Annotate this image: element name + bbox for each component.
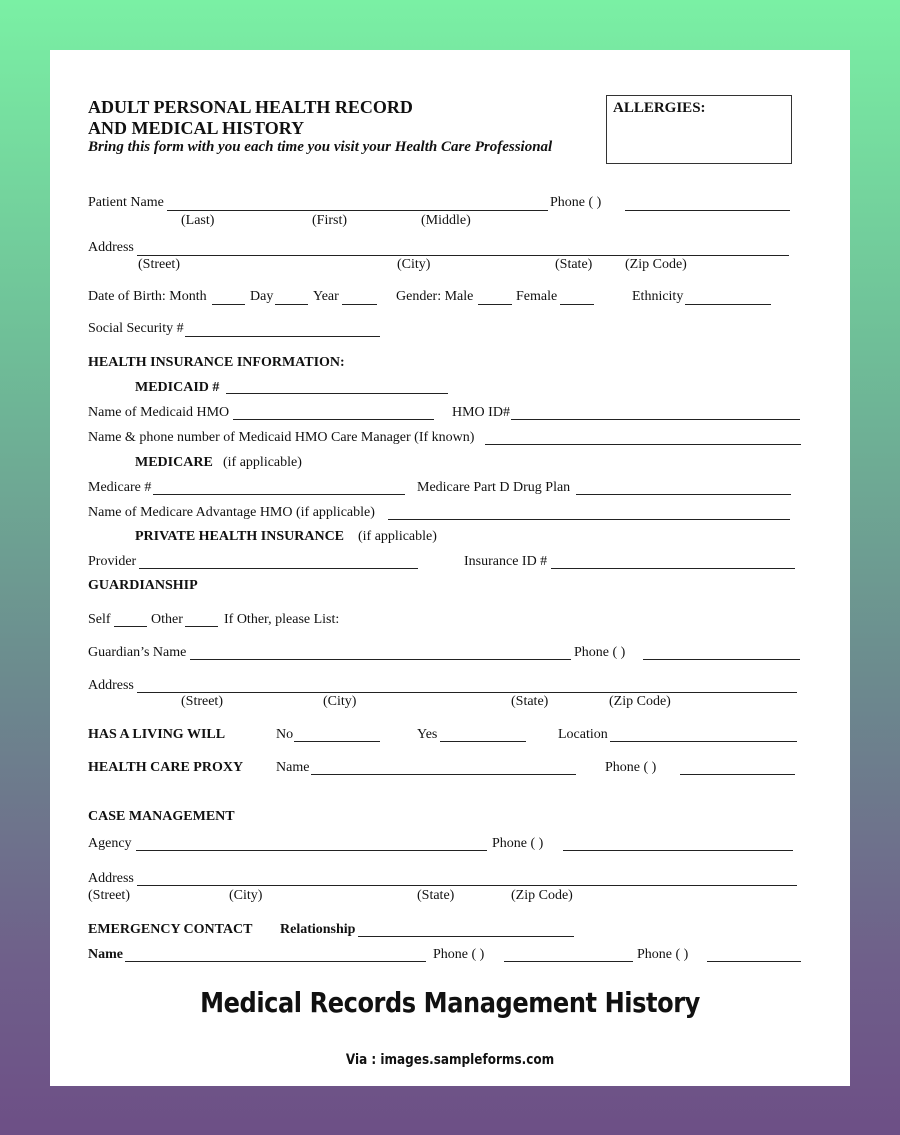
patient-address-field[interactable] — [137, 255, 789, 256]
proxy-name-label: Name — [276, 760, 310, 775]
emergency-name-field[interactable] — [125, 961, 426, 962]
guardian-state-caption: (State) — [511, 694, 549, 709]
city-caption: (City) — [397, 257, 431, 272]
agency-phone-label: Phone ( ) — [492, 836, 544, 851]
emergency-phone1-label: Phone ( ) — [433, 947, 485, 962]
medicaid-number-field[interactable] — [226, 393, 448, 394]
medicare-number-label: Medicare # — [88, 480, 152, 495]
case-address-field[interactable] — [137, 885, 797, 886]
relationship-field[interactable] — [358, 936, 574, 937]
if-other-label: If Other, please List: — [224, 612, 340, 627]
relationship-label: Relationship — [280, 922, 356, 937]
form-sheet — [50, 50, 850, 1086]
first-name-caption: (First) — [312, 213, 347, 228]
medicare-heading: MEDICARE — [135, 455, 213, 470]
living-will-no-field[interactable] — [294, 741, 380, 742]
last-name-caption: (Last) — [181, 213, 215, 228]
case-street-caption: (Street) — [88, 888, 130, 903]
case-address-label: Address — [88, 871, 134, 886]
health-record-form — [88, 50, 812, 980]
gender-male-field[interactable] — [478, 304, 512, 305]
middle-name-caption: (Middle) — [421, 213, 471, 228]
self-field[interactable] — [114, 626, 147, 627]
agency-phone-field[interactable] — [563, 850, 793, 851]
emergency-name-label: Name — [88, 947, 123, 962]
case-management-heading: CASE MANAGEMENT — [88, 809, 235, 824]
ethnicity-field[interactable] — [685, 304, 771, 305]
gender-female-field[interactable] — [560, 304, 594, 305]
guardian-name-field[interactable] — [190, 659, 571, 660]
case-city-caption: (City) — [229, 888, 263, 903]
agency-field[interactable] — [136, 850, 487, 851]
ethnicity-label: Ethnicity — [632, 289, 684, 304]
proxy-phone-field[interactable] — [680, 774, 795, 775]
proxy-phone-label: Phone ( ) — [605, 760, 657, 775]
private-insurance-heading: PRIVATE HEALTH INSURANCE — [135, 529, 345, 544]
part-d-label: Medicare Part D Drug Plan — [417, 480, 571, 495]
patient-phone-label: Phone ( ) — [550, 195, 602, 210]
medicaid-hmo-label: Name of Medicaid HMO — [88, 405, 230, 420]
agency-label: Agency — [88, 836, 132, 851]
state-caption: (State) — [555, 257, 593, 272]
guardian-phone-label: Phone ( ) — [574, 645, 626, 660]
care-manager-label: Name & phone number of Medicaid HMO Care Manager (If known) — [88, 430, 475, 445]
gender-male-label: Gender: Male — [396, 289, 474, 304]
guardianship-heading: GUARDIANSHIP — [88, 578, 198, 593]
guardian-phone-field[interactable] — [643, 659, 800, 660]
guardian-address-field[interactable] — [137, 692, 797, 693]
form-title-line2: AND MEDICAL HISTORY — [88, 118, 305, 138]
dob-day-label: Day — [250, 289, 274, 304]
patient-name-label: Patient Name — [88, 195, 164, 210]
medicare-number-field[interactable] — [153, 494, 405, 495]
advantage-hmo-field[interactable] — [388, 519, 790, 520]
emergency-phone1-field[interactable] — [504, 961, 633, 962]
allergies-label: ALLERGIES: — [613, 100, 706, 116]
living-will-yes-field[interactable] — [440, 741, 526, 742]
patient-name-field[interactable] — [167, 210, 548, 211]
hmo-id-label: HMO ID# — [452, 405, 510, 420]
dob-month-field[interactable] — [212, 304, 245, 305]
caption-source[interactable]: Via : images.sampleforms.com — [345, 1052, 555, 1068]
private-applicable-note: (if applicable) — [358, 529, 437, 544]
provider-field[interactable] — [139, 568, 418, 569]
insurance-heading: HEALTH INSURANCE INFORMATION: — [88, 355, 345, 370]
advantage-hmo-label: Name of Medicare Advantage HMO (if applicable) — [88, 505, 375, 520]
guardian-street-caption: (Street) — [181, 694, 223, 709]
provider-label: Provider — [88, 554, 137, 569]
proxy-name-field[interactable] — [311, 774, 576, 775]
dob-month-label: Date of Birth: Month — [88, 289, 207, 304]
living-will-yes-label: Yes — [417, 727, 438, 742]
living-will-heading: HAS A LIVING WILL — [88, 727, 226, 742]
living-will-location-field[interactable] — [610, 741, 797, 742]
guardian-address-label: Address — [88, 678, 134, 693]
guardian-zip-caption: (Zip Code) — [609, 694, 671, 709]
gender-female-label: Female — [516, 289, 558, 304]
other-field[interactable] — [185, 626, 218, 627]
medicaid-hmo-field[interactable] — [233, 419, 434, 420]
ssn-label: Social Security # — [88, 321, 184, 336]
medicare-applicable-note: (if applicable) — [223, 455, 302, 470]
hmo-id-field[interactable] — [511, 419, 800, 420]
allergies-box[interactable] — [606, 95, 792, 164]
proxy-heading: HEALTH CARE PROXY — [88, 760, 244, 775]
form-title-line1: ADULT PERSONAL HEALTH RECORD — [88, 97, 413, 117]
living-will-location-label: Location — [558, 727, 608, 742]
other-label: Other — [151, 612, 183, 627]
street-caption: (Street) — [138, 257, 180, 272]
insurance-id-label: Insurance ID # — [464, 554, 548, 569]
living-will-no-label: No — [276, 727, 294, 742]
ssn-field[interactable] — [185, 336, 380, 337]
emergency-phone2-label: Phone ( ) — [637, 947, 689, 962]
emergency-phone2-field[interactable] — [707, 961, 801, 962]
dob-year-label: Year — [313, 289, 339, 304]
dob-day-field[interactable] — [275, 304, 308, 305]
caption-title: Medical Records Management History — [200, 986, 700, 1019]
patient-phone-field[interactable] — [625, 210, 790, 211]
self-label: Self — [88, 612, 111, 627]
case-zip-caption: (Zip Code) — [511, 888, 573, 903]
medicaid-heading: MEDICAID # — [135, 380, 220, 395]
guardian-name-label: Guardian’s Name — [88, 645, 187, 660]
guardian-city-caption: (City) — [323, 694, 357, 709]
emergency-heading: EMERGENCY CONTACT — [88, 922, 253, 937]
patient-address-label: Address — [88, 240, 134, 255]
zip-caption: (Zip Code) — [625, 257, 687, 272]
dob-year-field[interactable] — [342, 304, 377, 305]
care-manager-field[interactable] — [485, 444, 801, 445]
form-subtitle: Bring this form with you each time you visit your Health Care Professional — [88, 139, 553, 155]
insurance-id-field[interactable] — [551, 568, 795, 569]
case-state-caption: (State) — [417, 888, 455, 903]
part-d-field[interactable] — [576, 494, 791, 495]
